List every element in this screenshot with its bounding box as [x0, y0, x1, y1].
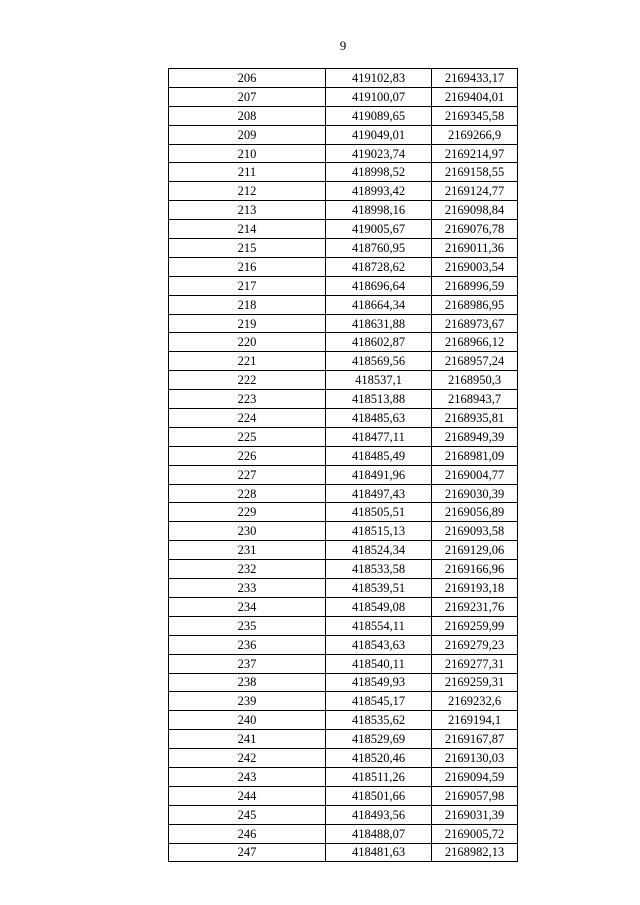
- table-row: [169, 503, 518, 522]
- y-coordinate-cell: 2169003,54: [432, 257, 518, 276]
- x-coordinate-cell: 418535,62: [326, 711, 432, 730]
- y-coordinate-cell: 2169167,87: [432, 730, 518, 749]
- table-row: [169, 333, 518, 352]
- y-coordinate-cell: 2169194,1: [432, 711, 518, 730]
- y-coordinate-cell: 2169124,77: [432, 182, 518, 201]
- point-number-cell: 206: [169, 69, 326, 88]
- table-row: [169, 390, 518, 409]
- x-coordinate-cell: 418533,58: [326, 560, 432, 579]
- x-coordinate-cell: 418477,11: [326, 427, 432, 446]
- table-row: [169, 484, 518, 503]
- x-coordinate-cell: 418569,56: [326, 352, 432, 371]
- x-coordinate-cell: 418481,63: [326, 843, 432, 862]
- y-coordinate-cell: 2169031,39: [432, 805, 518, 824]
- table-row: [169, 220, 518, 239]
- table-row: [169, 749, 518, 768]
- x-coordinate-cell: 418760,95: [326, 239, 432, 258]
- y-coordinate-cell: 2169056,89: [432, 503, 518, 522]
- table-row: [169, 560, 518, 579]
- table-row: [169, 824, 518, 843]
- point-number-cell: 226: [169, 446, 326, 465]
- x-coordinate-cell: 418520,46: [326, 749, 432, 768]
- x-coordinate-cell: 418485,49: [326, 446, 432, 465]
- x-coordinate-cell: 419089,65: [326, 106, 432, 125]
- x-coordinate-cell: 418511,26: [326, 767, 432, 786]
- point-number-cell: 230: [169, 522, 326, 541]
- point-number-cell: 223: [169, 390, 326, 409]
- y-coordinate-cell: 2168950,3: [432, 371, 518, 390]
- x-coordinate-cell: 419023,74: [326, 144, 432, 163]
- table-row: [169, 635, 518, 654]
- x-coordinate-cell: 418505,51: [326, 503, 432, 522]
- x-coordinate-cell: 418488,07: [326, 824, 432, 843]
- y-coordinate-cell: 2169166,96: [432, 560, 518, 579]
- table-row: [169, 106, 518, 125]
- table-row: [169, 711, 518, 730]
- y-coordinate-cell: 2169093,58: [432, 522, 518, 541]
- x-coordinate-cell: 419102,83: [326, 69, 432, 88]
- x-coordinate-cell: 418543,63: [326, 635, 432, 654]
- point-number-cell: 229: [169, 503, 326, 522]
- y-coordinate-cell: 2168935,81: [432, 409, 518, 428]
- y-coordinate-cell: 2169232,6: [432, 692, 518, 711]
- table-row: [169, 541, 518, 560]
- y-coordinate-cell: 2169345,58: [432, 106, 518, 125]
- x-coordinate-cell: 418501,66: [326, 786, 432, 805]
- y-coordinate-cell: 2169076,78: [432, 220, 518, 239]
- y-coordinate-cell: 2168966,12: [432, 333, 518, 352]
- table-row: [169, 616, 518, 635]
- point-number-cell: 235: [169, 616, 326, 635]
- x-coordinate-cell: 418513,88: [326, 390, 432, 409]
- table-row: [169, 843, 518, 862]
- table-row: [169, 87, 518, 106]
- table-row: [169, 692, 518, 711]
- point-number-cell: 232: [169, 560, 326, 579]
- table-row: [169, 371, 518, 390]
- point-number-cell: 214: [169, 220, 326, 239]
- point-number-cell: 238: [169, 673, 326, 692]
- y-coordinate-cell: 2168943,7: [432, 390, 518, 409]
- table-row: [169, 654, 518, 673]
- point-number-cell: 227: [169, 465, 326, 484]
- x-coordinate-cell: 418998,16: [326, 201, 432, 220]
- point-number-cell: 209: [169, 125, 326, 144]
- y-coordinate-cell: 2168982,13: [432, 843, 518, 862]
- point-number-cell: 228: [169, 484, 326, 503]
- point-number-cell: 241: [169, 730, 326, 749]
- table-row: [169, 163, 518, 182]
- y-coordinate-cell: 2169266,9: [432, 125, 518, 144]
- table-row: [169, 730, 518, 749]
- coordinates-table: [168, 68, 518, 862]
- table-row: [169, 125, 518, 144]
- x-coordinate-cell: 418998,52: [326, 163, 432, 182]
- y-coordinate-cell: 2169057,98: [432, 786, 518, 805]
- point-number-cell: 242: [169, 749, 326, 768]
- point-number-cell: 211: [169, 163, 326, 182]
- table-row: [169, 786, 518, 805]
- x-coordinate-cell: 418664,34: [326, 295, 432, 314]
- table-row: [169, 257, 518, 276]
- table-row: [169, 144, 518, 163]
- x-coordinate-cell: 418540,11: [326, 654, 432, 673]
- point-number-cell: 243: [169, 767, 326, 786]
- table-row: [169, 182, 518, 201]
- table-body: [169, 69, 518, 862]
- point-number-cell: 224: [169, 409, 326, 428]
- point-number-cell: 207: [169, 87, 326, 106]
- point-number-cell: 220: [169, 333, 326, 352]
- table-row: [169, 295, 518, 314]
- y-coordinate-cell: 2169158,55: [432, 163, 518, 182]
- x-coordinate-cell: 418545,17: [326, 692, 432, 711]
- page-number: 9: [339, 38, 347, 53]
- point-number-cell: 210: [169, 144, 326, 163]
- y-coordinate-cell: 2169011,36: [432, 239, 518, 258]
- point-number-cell: 239: [169, 692, 326, 711]
- table-row: [169, 314, 518, 333]
- y-coordinate-cell: 2169005,72: [432, 824, 518, 843]
- y-coordinate-cell: 2169004,77: [432, 465, 518, 484]
- y-coordinate-cell: 2168996,59: [432, 276, 518, 295]
- point-number-cell: 208: [169, 106, 326, 125]
- table-row: [169, 239, 518, 258]
- x-coordinate-cell: 418554,11: [326, 616, 432, 635]
- point-number-cell: 244: [169, 786, 326, 805]
- table-row: [169, 276, 518, 295]
- point-number-cell: 221: [169, 352, 326, 371]
- y-coordinate-cell: 2169214,97: [432, 144, 518, 163]
- point-number-cell: 246: [169, 824, 326, 843]
- table-row: [169, 579, 518, 598]
- y-coordinate-cell: 2169030,39: [432, 484, 518, 503]
- x-coordinate-cell: 419005,67: [326, 220, 432, 239]
- y-coordinate-cell: 2169094,59: [432, 767, 518, 786]
- x-coordinate-cell: 418524,34: [326, 541, 432, 560]
- y-coordinate-cell: 2169193,18: [432, 579, 518, 598]
- table-row: [169, 465, 518, 484]
- x-coordinate-cell: 418491,96: [326, 465, 432, 484]
- table-row: [169, 597, 518, 616]
- x-coordinate-cell: 418728,62: [326, 257, 432, 276]
- point-number-cell: 240: [169, 711, 326, 730]
- y-coordinate-cell: 2169277,31: [432, 654, 518, 673]
- point-number-cell: 213: [169, 201, 326, 220]
- x-coordinate-cell: 418537,1: [326, 371, 432, 390]
- y-coordinate-cell: 2169231,76: [432, 597, 518, 616]
- x-coordinate-cell: 418485,63: [326, 409, 432, 428]
- x-coordinate-cell: 418549,08: [326, 597, 432, 616]
- table-row: [169, 201, 518, 220]
- y-coordinate-cell: 2168973,67: [432, 314, 518, 333]
- x-coordinate-cell: 418549,93: [326, 673, 432, 692]
- y-coordinate-cell: 2169098,84: [432, 201, 518, 220]
- point-number-cell: 237: [169, 654, 326, 673]
- x-coordinate-cell: 418993,42: [326, 182, 432, 201]
- table-row: [169, 427, 518, 446]
- point-number-cell: 247: [169, 843, 326, 862]
- x-coordinate-cell: 419100,07: [326, 87, 432, 106]
- table-row: [169, 673, 518, 692]
- x-coordinate-cell: 418515,13: [326, 522, 432, 541]
- point-number-cell: 231: [169, 541, 326, 560]
- x-coordinate-cell: 418493,56: [326, 805, 432, 824]
- point-number-cell: 234: [169, 597, 326, 616]
- y-coordinate-cell: 2169259,99: [432, 616, 518, 635]
- point-number-cell: 245: [169, 805, 326, 824]
- point-number-cell: 222: [169, 371, 326, 390]
- x-coordinate-cell: 418529,69: [326, 730, 432, 749]
- table-row: [169, 409, 518, 428]
- table-row: [169, 69, 518, 88]
- point-number-cell: 212: [169, 182, 326, 201]
- y-coordinate-cell: 2169129,06: [432, 541, 518, 560]
- x-coordinate-cell: 418696,64: [326, 276, 432, 295]
- x-coordinate-cell: 419049,01: [326, 125, 432, 144]
- point-number-cell: 219: [169, 314, 326, 333]
- x-coordinate-cell: 418631,88: [326, 314, 432, 333]
- y-coordinate-cell: 2169259,31: [432, 673, 518, 692]
- x-coordinate-cell: 418602,87: [326, 333, 432, 352]
- y-coordinate-cell: 2168986,95: [432, 295, 518, 314]
- point-number-cell: 218: [169, 295, 326, 314]
- x-coordinate-cell: 418539,51: [326, 579, 432, 598]
- table-row: [169, 805, 518, 824]
- point-number-cell: 225: [169, 427, 326, 446]
- table-row: [169, 446, 518, 465]
- point-number-cell: 233: [169, 579, 326, 598]
- y-coordinate-cell: 2168949,39: [432, 427, 518, 446]
- point-number-cell: 236: [169, 635, 326, 654]
- y-coordinate-cell: 2169404,01: [432, 87, 518, 106]
- y-coordinate-cell: 2168957,24: [432, 352, 518, 371]
- table-row: [169, 352, 518, 371]
- table-row: [169, 522, 518, 541]
- y-coordinate-cell: 2169433,17: [432, 69, 518, 88]
- y-coordinate-cell: 2168981,09: [432, 446, 518, 465]
- point-number-cell: 216: [169, 257, 326, 276]
- point-number-cell: 217: [169, 276, 326, 295]
- x-coordinate-cell: 418497,43: [326, 484, 432, 503]
- table-row: [169, 767, 518, 786]
- point-number-cell: 215: [169, 239, 326, 258]
- y-coordinate-cell: 2169130,03: [432, 749, 518, 768]
- y-coordinate-cell: 2169279,23: [432, 635, 518, 654]
